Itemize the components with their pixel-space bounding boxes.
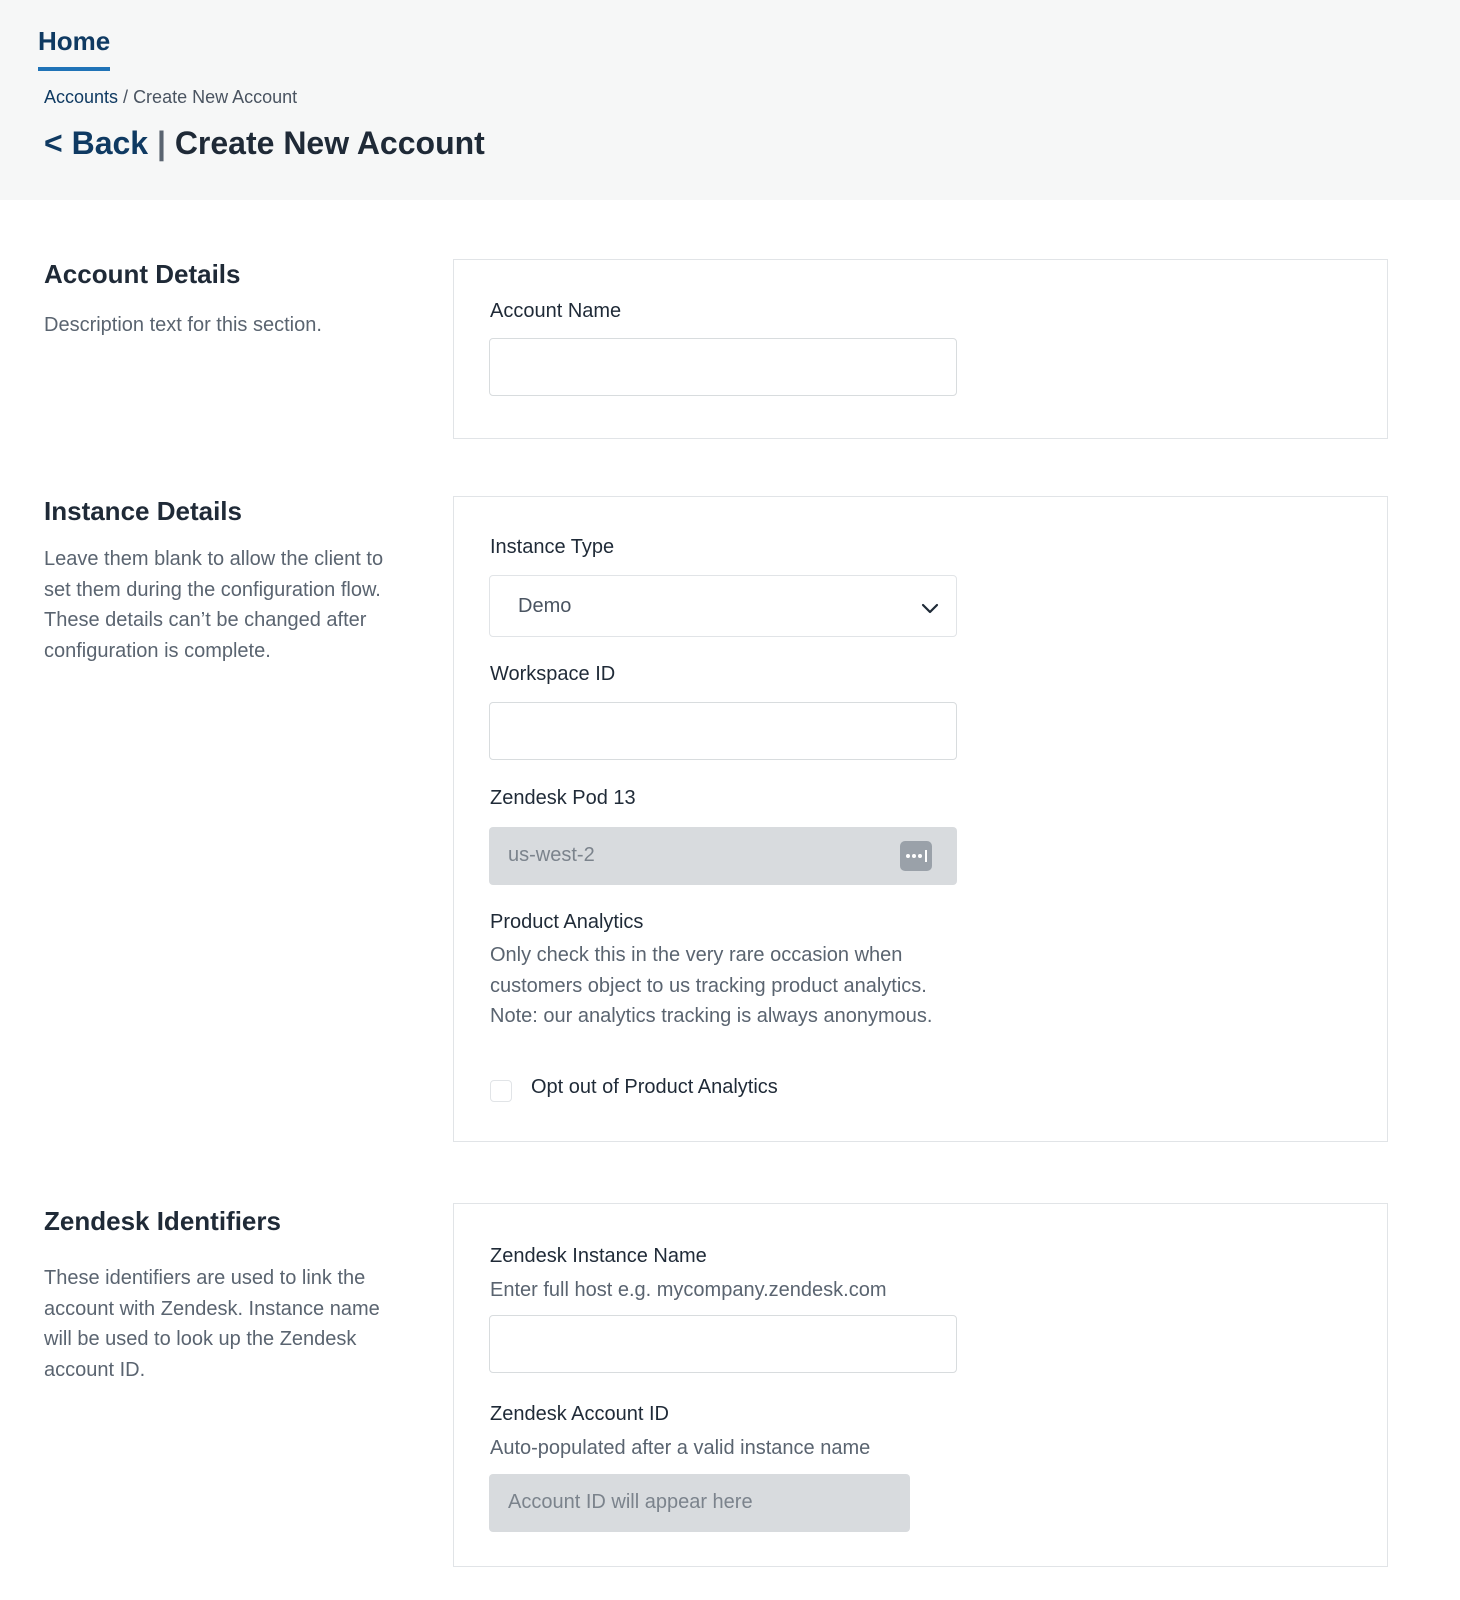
instance-type-select[interactable]: [489, 575, 957, 637]
back-link[interactable]: < Back: [44, 125, 149, 161]
zendesk-account-id-field: [489, 1474, 910, 1532]
breadcrumb-separator: /: [118, 87, 134, 107]
account-name-label: Account Name: [490, 300, 622, 322]
breadcrumb-current: Create New Account: [133, 87, 298, 107]
workspace-id-label: Workspace ID: [490, 663, 616, 685]
breadcrumb: [44, 87, 297, 108]
opt-out-label[interactable]: Opt out of Product Analytics: [531, 1076, 778, 1098]
title-separator: |: [148, 125, 175, 161]
zendesk-account-id-hint: Auto-populated after a valid instance name: [490, 1437, 871, 1459]
zendesk-identifiers-title: Zendesk Identifiers: [44, 1206, 281, 1236]
breadcrumb-accounts-link[interactable]: Accounts: [44, 87, 119, 107]
product-analytics-label: Product Analytics: [490, 911, 644, 933]
page-title-text: Create New Account: [174, 125, 485, 161]
opt-out-checkbox[interactable]: [490, 1080, 512, 1102]
zendesk-instance-name-input[interactable]: [489, 1315, 957, 1373]
zendesk-pod-field: [489, 827, 957, 885]
nav-home-tab[interactable]: Home: [38, 26, 110, 71]
zendesk-identifiers-card: [453, 1203, 1388, 1567]
instance-type-label: Instance Type: [490, 536, 615, 558]
page-header: [0, 0, 1460, 200]
account-details-card: [453, 259, 1388, 439]
workspace-id-input[interactable]: [489, 702, 957, 760]
zendesk-instance-name-label: Zendesk Instance Name: [490, 1245, 707, 1267]
zendesk-account-id-placeholder: Account ID will appear here: [508, 1491, 753, 1513]
instance-type-value: Demo: [518, 595, 572, 617]
product-analytics-description: Only check this in the very rare occasion when customers object to us tracking product analytics. Note: our analytics tracking is always anonymous.: [490, 944, 933, 1027]
zendesk-pod-value: us-west-2: [508, 844, 595, 866]
instance-details-description: Leave them blank to allow the client to set them during the configuration flow. These details can’t be changed after configuration is complete.: [44, 548, 384, 662]
account-details-title: Account Details: [44, 259, 241, 289]
account-name-input[interactable]: [489, 338, 957, 396]
zendesk-account-id-label: Zendesk Account ID: [490, 1403, 669, 1425]
zendesk-instance-name-hint: Enter full host e.g. mycompany.zendesk.com: [490, 1279, 887, 1301]
instance-details-title: Instance Details: [44, 496, 242, 526]
zendesk-identifiers-description: These identifiers are used to link the account with Zendesk. Instance name will be used to look up the Zendesk account ID.: [44, 1267, 380, 1381]
page-title: [44, 125, 485, 162]
chevron-down-icon: [920, 598, 940, 618]
instance-details-card: [453, 496, 1388, 1142]
zendesk-pod-label: Zendesk Pod 13: [490, 787, 636, 809]
account-details-description: Description text for this section.: [44, 314, 322, 336]
more-dots-icon[interactable]: [900, 841, 932, 871]
